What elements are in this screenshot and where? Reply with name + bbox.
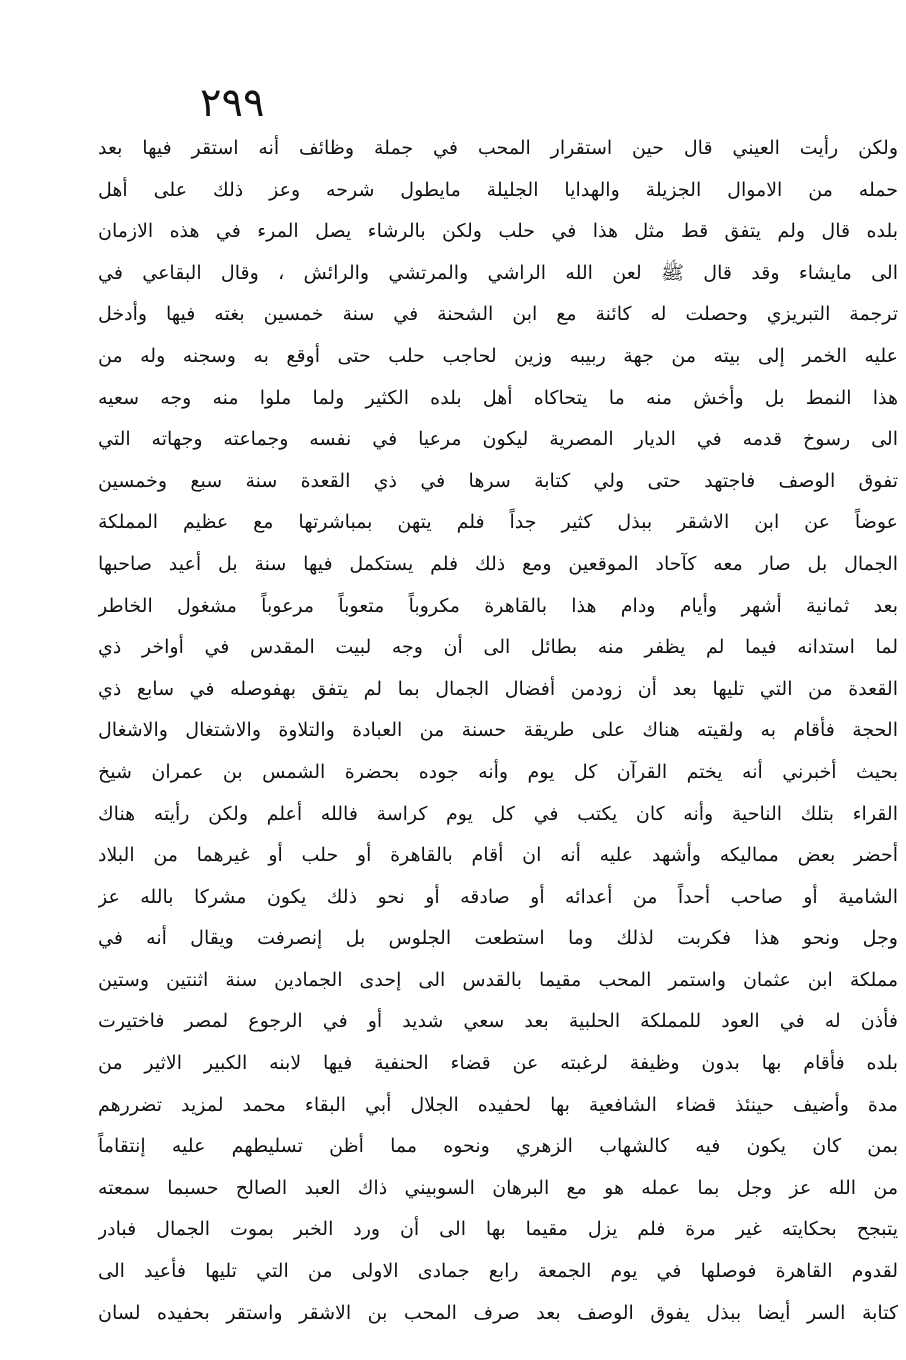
text-line: بعد ثمانية أشهر وأيام ودام هذا بالقاهرة مكروباً متعوباً مرعوباً مشغول الخاطر xyxy=(98,594,898,617)
body-text xyxy=(98,128,898,1334)
text-line: بمن كان يكون فيه كالشهاب الزهري ونحوه مما أظن تسليطهم عليه إنتقاماً xyxy=(98,1135,898,1158)
text-line: الى رسوخ قدمه في الديار المصرية ليكون مرعيا في نفسه وجماعته وجهاته التي xyxy=(98,428,898,451)
text-line: عليه الخمر إلى بيته من جهة ربيبه وزين لحاجب حلب حتى أوقع به وسجنه وله من xyxy=(98,344,898,367)
text-line: القراء بتلك الناحية وأنه كان يكتب في كل يوم كراسة فالله أعلم ولكن رأيته هناك xyxy=(98,802,898,825)
text-line: هذا النمط بل وأخش منه ما يتحاكاه أهل بلده الكثير ولما ملوا منه وجه سعيه xyxy=(98,386,898,409)
text-line: مدة وأضيف حينئذ قضاء الشافعية بها لحفيده الجلال أبي البقاء محمد لمزيد تضررهم xyxy=(98,1093,898,1116)
text-line: بحيث أخبرني أنه يختم القرآن كل يوم وأنه جوده بحضرة الشمس بن عمران شيخ xyxy=(98,760,898,783)
text-line: عوضاً عن ابن الاشقر ببذل كثير جداً فلم يتهن بمباشرتها مع عظيم المملكة xyxy=(98,511,898,534)
text-line: القعدة من التي تليها بعد أن زودمن أفضال الجمال بما لم يتفق بهفوصله في سابع ذي xyxy=(98,677,898,700)
page-number: ٢٩٩ xyxy=(200,80,265,126)
text-line: ترجمة التبريزي وحصلت له كائنة مع ابن الشحنة في سنة خمسين بغته فيها وأدخل xyxy=(98,303,898,326)
text-line: الى مايشاء وقد قال ﷺ لعن الله الراشي والمرتشي والرائش ، وقال البقاعي في xyxy=(98,261,898,284)
text-line: ولكن رأيت العيني قال حين استقرار المحب في جملة وظائف أنه استقر فيها بعد xyxy=(98,137,898,159)
text-line: الجمال بل صار معه كآحاد الموقعين ومع ذلك فلم يستكمل فيها سنة بل أعيد صاحبها xyxy=(98,552,898,575)
text-line: حمله من الاموال الجزيلة والهدايا الجليلة مايطول شرحه وعز ذلك على أهل xyxy=(98,178,898,201)
text-line: وجل ونحو هذا فكربت لذلك وما استطعت الجلوس بل إنصرفت ويقال أنه في xyxy=(98,927,898,950)
text-line: من الله عز وجل بما عمله هو مع البرهان السوبيني ذاك العبد الصالح حسبما سمعته xyxy=(98,1176,898,1199)
text-line: بلده قال ولم يتفق قط مثل هذا في حلب ولكن بالرشاء يصل المرء في هذه الازمان xyxy=(98,220,898,243)
text-line: لقدوم القاهرة فوصلها في يوم الجمعة رابع جمادى الاولى من التي تليها فأعيد الى xyxy=(98,1260,898,1283)
text-line: كتابة السر أيضا ببذل يفوق الوصف بعد صرف المحب بن الاشقر واستقر بحفيده لسان xyxy=(98,1301,898,1324)
text-line: أحضر بعض مماليكه وأشهد عليه أنه ان أقام بالقاهرة أو حلب أو غيرهما من البلاد xyxy=(98,844,898,867)
text-line: لما استدانه فيما لم يظفر منه بطائل الى أن وجه لبيت المقدس في أواخر ذي xyxy=(98,636,898,659)
text-line: مملكة ابن عثمان واستمر المحب مقيما بالقدس الى إحدى الجمادين سنة اثنتين وستين xyxy=(98,968,898,991)
text-line: بلده فأقام بها بدون وظيفة لرغبته عن قضاء الحنفية فيها لابنه الكبير الاثير من xyxy=(98,1052,898,1075)
text-line: فأذن له في العود للمملكة الحلبية بعد سعي شديد أو في الرجوع لمصر فاختيرت xyxy=(98,1010,898,1033)
text-line: الشامية أو صاحب أحداً من أعدائه أو صادقه أو نحو ذلك يكون مشركا بالله عز xyxy=(98,885,898,908)
text-line: يتبجح بحكايته غير مرة فلم يزل مقيما بها الى أن ورد الخبر بموت الجمال فبادر xyxy=(98,1218,898,1241)
text-line: الحجة فأقام به ولقيته هناك على طريقة حسنة من العبادة والتلاوة والاشتغال والاشغال xyxy=(98,719,898,742)
text-line: تفوق الوصف فاجتهد حتى ولي كتابة سرها في ذي القعدة سنة سبع وخمسين xyxy=(98,469,898,492)
